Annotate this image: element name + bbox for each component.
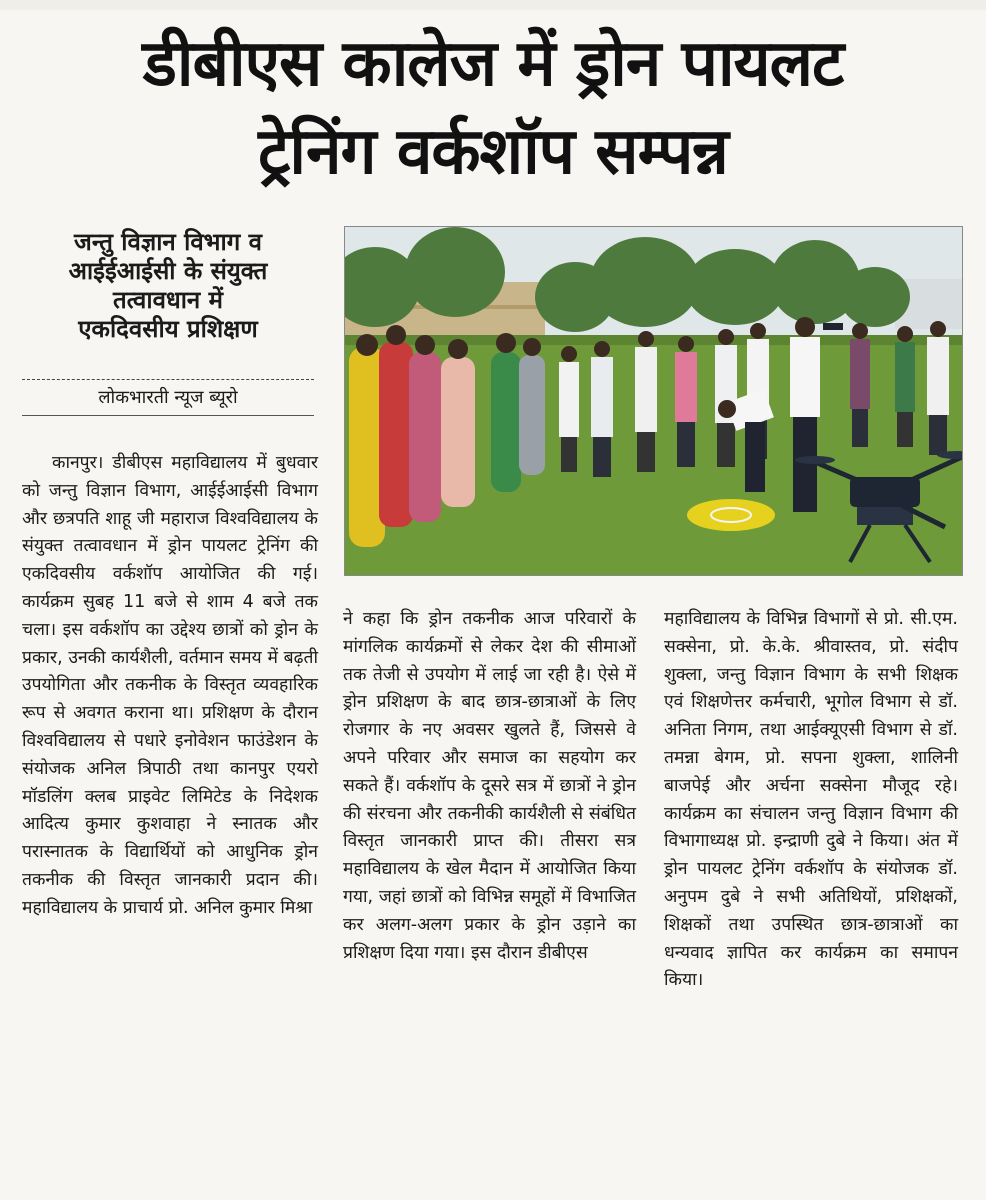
subheading-line-4: एकदिवसीय प्रशिक्षण <box>78 315 258 343</box>
news-photo <box>344 226 963 576</box>
dashed-divider <box>22 379 314 380</box>
helipad-icon <box>687 499 775 531</box>
subheading-line-2: आईईआईसी के संयुक्त <box>68 257 268 285</box>
headline-line-1: डीबीएस कालेज में ड्रोन पायलट <box>142 27 844 101</box>
subheading <box>20 228 316 344</box>
article-text-col-3: महाविद्यालय के विभिन्न विभागों से प्रो. सी.एम. सक्सेना, प्रो. के.के. श्रीवास्तव, प्रो. संदीप शुक्ला, जन्तु विज्ञान विभाग के सभी शिक्षक एवं शिक्षणेत्तर कर्मचारी, भूगोल विभाग से डॉ. अनिता निगम, तथा आईक्यूएसी विभाग से डॉ. तमन्ना बेगम, प्रो. सपना शुक्ला, शालिनी बाजपेई और अर्चना सक्सेना मौजूद रहे। कार्यक्रम का संचालन जन्तु विज्ञान विभाग की विभागाध्यक्ष प्रो. इन्द्राणी दुबे ने किया। अंत में ड्रोन पायलट ट्रेनिंग वर्कशॉप के संयोजक डॉ. अनुपम दुबे ने सभी अतिथियों, प्रशिक्षकों, शिक्षकों तथा उपस्थित छात्र-छात्राओं का धन्यवाद ज्ञापित कर कार्यक्रम का समापन किया। <box>664 609 958 991</box>
photo-drawing <box>345 227 962 575</box>
headline-line-2: ट्रेनिंग वर्कशॉप सम्पन्न <box>258 115 728 189</box>
article-text-col-2: ने कहा कि ड्रोन तकनीक आज परिवारों के मांगलिक कार्यक्रमों से लेकर देश की सीमाओं तक तेजी से उपयोग में लाई जा रही है। ऐसे में ड्रोन प्रशिक्षण के बाद छात्र-छात्राओं के लिए रोजगार के नए अवसर खुलते हैं, जिससे वे अपने परिवार और समाज का सहयोग कर सकते हैं। वर्कशॉप के दूसरे सत्र में छात्रों ने ड्रोन की संरचना और तकनीकी कार्यशैली से संबंधित विस्तृत जानकारी प्राप्त की। तीसरा सत्र महाविद्यालय के खेल मैदान में आयोजित किया गया, जहां छात्रों को विभिन्न समूहों में विभाजित कर अलग-अलग प्रकार के ड्रोन उड़ाने का प्रशिक्षण दिया गया। इस दौरान डीबीएस <box>343 609 636 963</box>
article-column-1 <box>22 450 318 923</box>
subheading-line-1: जन्तु विज्ञान विभाग व <box>74 228 262 256</box>
page-top-strip <box>0 0 986 10</box>
article-column-3 <box>664 606 958 995</box>
article-text-col-1: कानपुर। डीबीएस महाविद्यालय में बुधवार को जन्तु विज्ञान विभाग, आईईआईसी विभाग और छत्रपति शाहू जी महाराज विश्वविद्यालय के संयुक्त तत्वावधान में ड्रोन पायलट ट्रेनिंग की एकदिवसीय वर्कशॉप आयोजित की गई। कार्यक्रम सुबह 11 बजे से शाम 4 बजे तक चला। इस वर्कशॉप का उद्देश्य छात्रों को ड्रोन के प्रकार, उनकी कार्यशैली, वर्तमान समय में बढ़ती उपयोगिता और तकनीक के विस्तृत व्यवहारिक रूप से अवगत कराना था। प्रशिक्षण के दौरान विश्वविद्यालय से पधारे इनोवेशन फाउंडेशन के संयोजक अनिल त्रिपाठी तथा कानपुर एयरो मॉडलिंग क्लब प्राइवेट लिमिटेड के निदेशक आदित्य कुमार कुशवाहा ने स्नातक और परास्नातक के विद्यार्थियों को आधुनिक ड्रोन तकनीक की विस्तृत जानकारी प्रदान की। महाविद्यालय के प्राचार्य प्रो. अनिल कुमार मिश्रा <box>22 453 318 918</box>
solid-divider <box>22 415 314 416</box>
byline: लोकभारती न्यूज ब्यूरो <box>98 387 238 408</box>
subheading-line-3: तत्वावधान में <box>113 286 223 314</box>
article-column-2 <box>343 606 636 967</box>
headline <box>12 20 974 196</box>
